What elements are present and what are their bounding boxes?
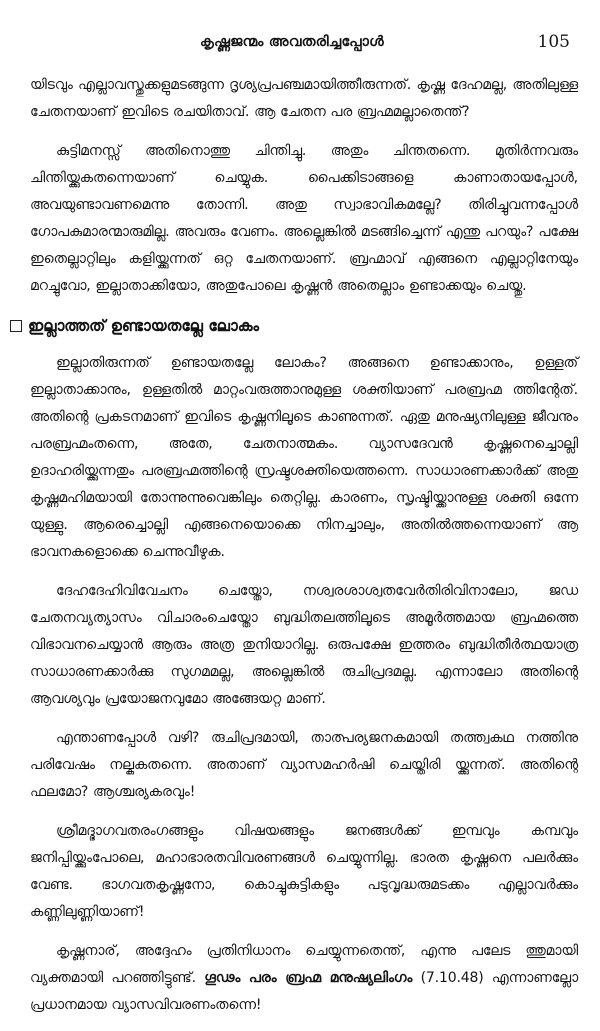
paragraph: ശ്രീമദ്ഭാഗവതരംഗങ്ങളും വിഷയങ്ങളും ജനങ്ങൾക്ക് ഇമ്പവും കമ്പവും ജനിപ്പിയ്ക്കുംപോലെ, മഹാഭാരതവിവരണങ്ങൾ ചെയ്യുന്നില്ല. ഭാരത കൃഷ്ണനെ പലർക്കും വേണ്ട. ഭാഗവതകൃഷ്ണനോ, കൊച്ചുകുട്ടികളും പടുവൃദ്ധരുമടക്കം എല്ലാവർക്കും കണ്ണിലുണ്ണിയാണ്! [30,823,578,920]
paragraph: ദേഹദേഹിവിവേചനം ചെയ്തോ, നശ്വരശാശ്വതവേർതിരിവിനാലോ, ജഡ ചേതനവ്യത്യാസം വിചാരംചെയ്തോ ബുദ്ധിതലത്തിലൂടെ അമൂർത്തമായ ബ്രഹ്മത്തെ വിഭാവനചെയ്യാൻ ആരും അത്ര തുനിയാറില്ല. ഒരുപക്ഷേ ഇത്തരം ബുദ്ധിതീർത്ഥയാത്ര സാധാരണക്കാർക്കു സുഗമമല്ല, അല്ലെങ്കിൽ രുചിപ്രദമല്ല. എന്നാലോ അതിന്റെ ആവശ്യവും പ്രയോജനവുമോ അങ്ങേയറ്റ മാണ്. [30,583,578,707]
paragraph-text: (7.10.48) എന്നാണല്ലോ പ്രധാനമായ വ്യാസവിവരണംതന്നെ! [30,970,579,1013]
paragraph-text: കൃഷ്ണനാര്, അദ്ദേഹം പ്രതിനിധാനം ചെയ്യുന്നതെന്ത്, എന്നു പലേട ത്തുമായി വ്യക്തമായി പറഞ്ഞിട്ടുണ്ട്. [30,943,578,986]
section-heading [10,312,578,340]
paragraph: കുട്ടിമനസ്സ് അതിനൊത്തു ചിന്തിച്ചു. അതും ചിന്തതന്നെ. മുതിർന്നവരും ചിന്തിയ്ക്കുകതന്നെയാണ് ചെയ്യുക. പൈക്കിടാങ്ങളെ കാണാതായപ്പോൾ, അവയുണ്ടാവണമെന്നു തോന്നി. അതു സ്വാഭാവികമല്ലേ? തിരിച്ചുവന്നപ്പോൾ ഗോപകുമാരന്മാരുമില്ല. അവരും വേണം. അല്ലെങ്കിൽ മടങ്ങിച്ചെന്ന് എന്തു പറയും? പക്ഷേ ഇതെല്ലാറ്റിലും കളിയ്ക്കുന്നത് ഒറ്റ ചേതനയാണ്. ബ്രഹ്മാവ് എങ്ങനെ എല്ലാറ്റിനേയും മറച്ചുവോ, ഇല്ലാതാക്കിയോ, അതുപോലെ കൃഷ്ണൻ അതെല്ലാം ഉണ്ടാക്കയും ചെയ്തു. [30,143,578,294]
running-title: കൃഷ്ണജന്മം അവതരിച്ചപ്പോൾ [200,34,384,50]
square-bullet-icon [10,320,22,332]
paragraph: എന്താണപ്പോൾ വഴി? രുചിപ്രദമായി, താത്പര്യജനകമായി തത്ത്വകഥ നത്തിനു പരിവേഷം നല്കുകതന്നെ. അതാണ് വ്യാസമഹർഷി ചെയ്തിരി യ്ക്കുന്നത്. അതിന്റെ ഫലമോ? ആശ്ചര്യകരവും! [30,730,578,800]
section-heading-text: ഇല്ലാത്തത് ഉണ്ടായതല്ലേ ലോകം [28,316,259,335]
paragraph: ഇല്ലാതിരുന്നത് ഉണ്ടായതല്ലേ ലോകം? അങ്ങനെ ഉണ്ടാക്കാനും, ഉള്ളത് ഇല്ലാതാക്കാനും, ഉള്ളതിൽ മാറ്റംവരുത്താനുമുള്ള ശക്തിയാണ് പരബ്രഹ്മ ത്തിന്റേത്. അതിന്റെ പ്രകടനമാണ് ഇവിടെ കൃഷ്ണനിലൂടെ കാണുന്നത്. ഏതു മനുഷ്യനിലുള്ള ജീവനും പരബ്രഹ്മംതന്നെ, അതേ, ചേതനാത്മകം. വ്യാസദേവൻ കൃഷ്ണനെച്ചൊല്ലി ഉദാഹരിയ്ക്കുന്നതും പരബ്രഹ്മത്തിന്റെ സ്രഷ്ടൃശക്തിയെത്തന്നെ. സാധാരണക്കാർക്ക് അതു കൃഷ്ണമഹിമയായി തോന്നുന്നുവെങ്കിലും തെറ്റില്ല. കാരണം, സൃഷ്ടിയ്ക്കാനുള്ള ശക്തി ഒന്നേ യുള്ളു. ആരെച്ചൊല്ലി എങ്ങനെയൊക്കെ നിനച്ചാലും, അതിൽത്തന്നെയാണ് ആ ഭാവനകളൊക്കെ ചെന്നുവീഴുക. [30,355,578,560]
paragraph: യിടവും എല്ലാവസ്തുക്കളുമടങ്ങുന്ന ദൃശ്യപ്രപഞ്ചമായിത്തീരുന്നത്. കൃഷ്ണ ദേഹമല്ല, അതിലുള്ള ചേതനയാണ് ഇവിടെ രചയിതാവ്. ആ ചേതന പര ബ്രഹ്മമല്ലാതെന്ത്? [30,77,578,120]
paragraph [30,938,578,1019]
sanskrit-quote: ഗൂഢം പരം ബ്രഹ്മ മനുഷ്യലിംഗം [204,970,413,986]
page-number: 105 [537,32,570,52]
page-body [30,72,578,1031]
page-header [0,34,600,58]
